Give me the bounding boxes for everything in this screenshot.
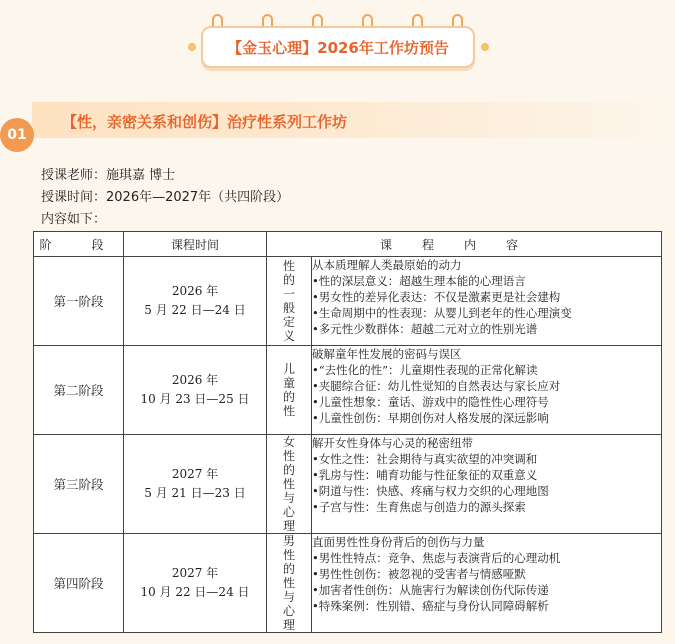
- theme-char: 一: [282, 287, 295, 301]
- stage-cell: 第四阶段: [34, 534, 124, 633]
- theme-right: [269, 590, 309, 632]
- theme-char: 儿: [282, 362, 295, 376]
- theme-char: 性: [282, 259, 295, 273]
- content-line: •男性性创伤：被忽视的受害者与情感哑默: [312, 567, 526, 581]
- theme-cell: [267, 435, 312, 534]
- theme-char: 的: [282, 390, 295, 404]
- time-year: 2027 年: [171, 566, 219, 580]
- header-content: 课程内容: [267, 232, 662, 257]
- theme-cell: [267, 534, 312, 633]
- theme-char: 女: [282, 435, 295, 449]
- header-time: 课程时间: [124, 232, 267, 257]
- theme-cell: [267, 257, 312, 346]
- theme-char: 理: [282, 519, 295, 533]
- time-cell: [124, 257, 267, 346]
- section-number-badge: 01: [0, 118, 34, 152]
- time-info: 授课时间：2026年—2027年（共四阶段）: [41, 190, 290, 205]
- theme-char: 与: [282, 491, 295, 505]
- theme-char: 性: [282, 576, 295, 590]
- content-line: •性的深层意义：超越生理本能的心理语言: [312, 274, 526, 288]
- theme-left: [269, 435, 309, 491]
- content-line: 直面男性性身份背后的创伤与力量: [312, 535, 485, 549]
- decor-dot: [188, 43, 196, 51]
- schedule-table: [33, 231, 662, 633]
- header-stage: 阶 段: [34, 232, 124, 257]
- content-line: •男女性的差异化表达：不仅是激素更是社会建构: [312, 290, 561, 304]
- time-year: 2026 年: [171, 373, 219, 387]
- table-header-row: [34, 232, 662, 257]
- content-line: 解开女性身体与心灵的秘密纽带: [312, 436, 473, 450]
- theme-right: [269, 491, 309, 533]
- theme-char: 男: [282, 534, 295, 548]
- content-line: •儿童性创伤：早期创伤对人格发展的深远影响: [312, 411, 549, 425]
- time-cell: [124, 346, 267, 435]
- content-line: •子宫与性：生育焦虑与创造力的源头探索: [312, 500, 526, 514]
- time-dates: 5 月 21 日—23 日: [144, 486, 246, 500]
- content-line: •儿童性想象：童话、游戏中的隐性性心理符号: [312, 395, 549, 409]
- theme-char: 的: [282, 562, 295, 576]
- content-line: •男性性特点：竞争、焦虑与表演背后的心理动机: [312, 551, 561, 565]
- theme-char: 理: [282, 618, 295, 632]
- time-cell: [124, 534, 267, 633]
- content-line: •女性之性：社会期待与真实欲望的冲突调和: [312, 452, 538, 466]
- content-line: •乳房与性：哺育功能与性征象征的双重意义: [312, 468, 538, 482]
- theme-char: 与: [282, 590, 295, 604]
- theme-char: 定: [282, 315, 295, 329]
- theme-char: 性: [282, 404, 295, 418]
- content-cell: [312, 435, 662, 534]
- theme-char: 性: [282, 548, 295, 562]
- content-line: •特殊案例：性别错、癌症与身份认同障碍解析: [312, 599, 549, 613]
- table-row: [34, 435, 662, 534]
- theme-char: 义: [282, 329, 295, 343]
- theme-char: 童: [282, 376, 295, 390]
- theme-char: 的: [282, 273, 295, 287]
- time-dates: 5 月 22 日—24 日: [144, 303, 246, 317]
- content-line: •阴道与性：快感、疼痛与权力交织的心理地图: [312, 484, 549, 498]
- theme-char: 的: [282, 463, 295, 477]
- theme-cell: [267, 346, 312, 435]
- content-cell: [312, 346, 662, 435]
- table-row: [34, 346, 662, 435]
- time-cell: [124, 435, 267, 534]
- stage-cell: 第三阶段: [34, 435, 124, 534]
- content-line: •加害者性创伤：从施害行为解读创伤代际传递: [312, 583, 549, 597]
- content-line: •夹腿综合征：幼儿性觉知的自然表达与家长应对: [312, 379, 561, 393]
- time-year: 2027 年: [171, 467, 219, 481]
- stage-cell: 第一阶段: [34, 257, 124, 346]
- table-row: [34, 534, 662, 633]
- theme-char: 般: [282, 301, 295, 315]
- content-line: 破解童年性发展的密码与误区: [312, 347, 462, 361]
- table-row: [34, 257, 662, 346]
- theme-char: 性: [282, 477, 295, 491]
- content-intro: 内容如下：: [41, 212, 107, 227]
- time-dates: 10 月 22 日—24 日: [140, 585, 250, 599]
- teacher-info: 授课老师：施琪嘉 博士: [41, 168, 176, 183]
- theme-left: [269, 534, 309, 590]
- theme-char: 心: [282, 505, 295, 519]
- page-title: 【金玉心理】2026年工作坊预告: [201, 26, 475, 68]
- content-line: •多元性少数群体：超越二元对立的性别光谱: [312, 322, 538, 336]
- content-cell: [312, 257, 662, 346]
- theme-char: 性: [282, 449, 295, 463]
- stage-cell: 第二阶段: [34, 346, 124, 435]
- theme-char: 心: [282, 604, 295, 618]
- decor-dot: [481, 43, 489, 51]
- content-line: •生命周期中的性表现：从婴儿到老年的性心理演变: [312, 306, 572, 320]
- content-line: •“去性化的性”：儿童期性表现的正常化解读: [312, 363, 538, 377]
- time-dates: 10 月 23 日—25 日: [140, 392, 250, 406]
- time-year: 2026 年: [171, 284, 219, 298]
- content-cell: [312, 534, 662, 633]
- section-title: 【性，亲密关系和创伤】治疗性系列工作坊: [62, 113, 348, 131]
- content-line: 从本质理解人类最原始的动力: [312, 258, 462, 272]
